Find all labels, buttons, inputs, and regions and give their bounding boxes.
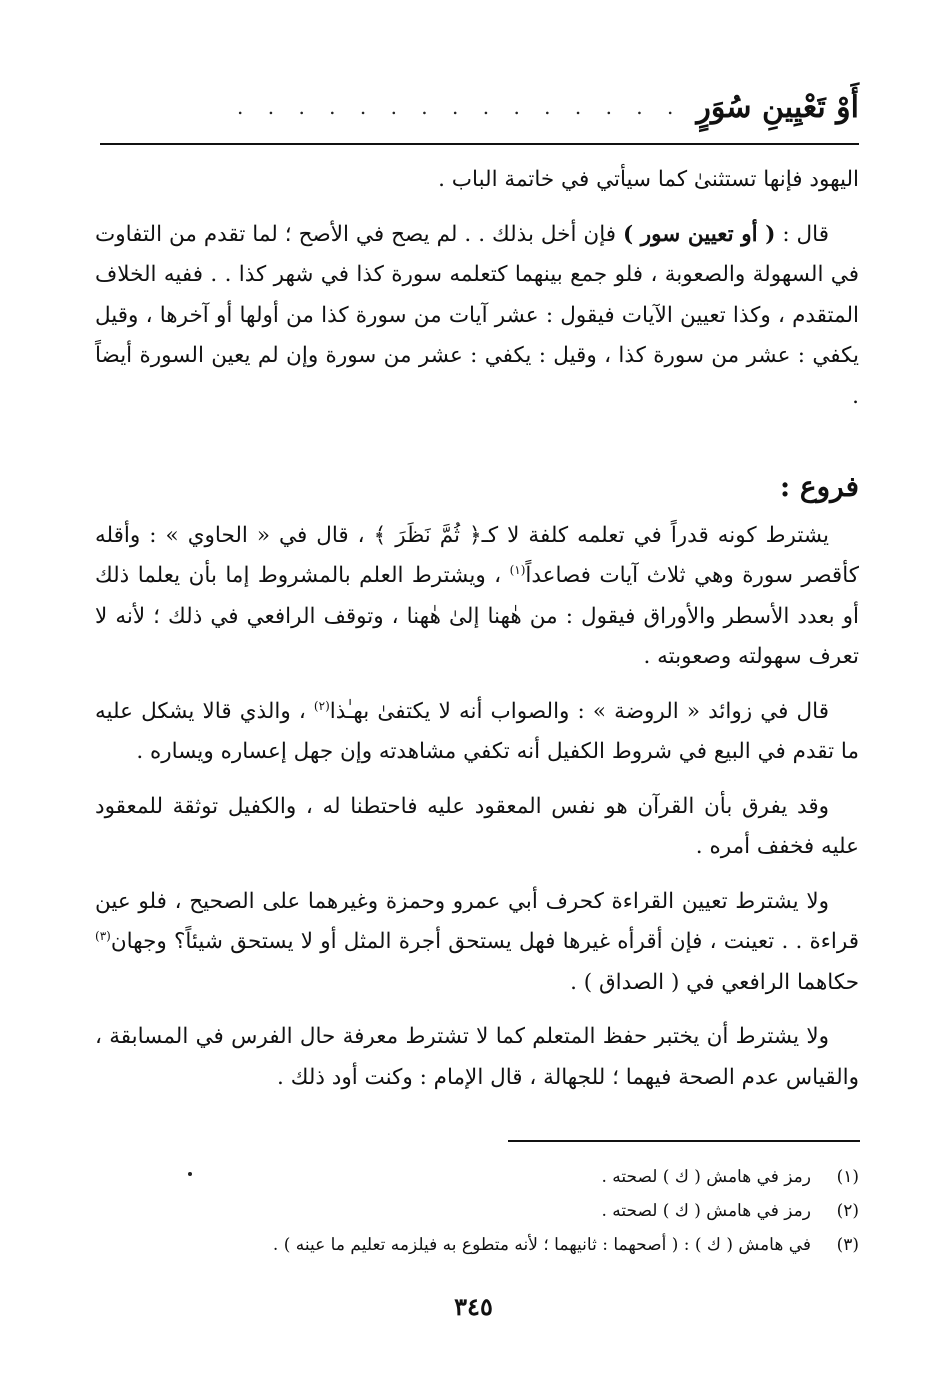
paragraph-6-text-a: ولا يشترط تعيين القراءة كحرف أبي عمرو وحمزة وغيرهما على الصحيح ، فلو عين قراءة . . تعينت ، فإن أقرأه غيرها فهل يستحق أجرة المثل أو لا يستحق شيئاً؟ وجهان (95, 888, 859, 954)
paragraph-2-quote: ( أو تعيين سور ) (623, 221, 776, 247)
main-text (95, 160, 859, 1098)
paragraph-5-text: وقد يفرق بأن القرآن هو نفس المعقود عليه فاحتطنا له ، والكفيل توثقة للمعقود عليه فخفف أمره . (95, 793, 859, 859)
footnote-ref-1[interactable]: (١) (509, 562, 526, 577)
paragraph-7-text: ولا يشترط أن يختبر حفظ المتعلم كما لا تشترط معرفة حال الفرس في المسابقة ، والقياس عدم الصحة فيهما ؛ للجهالة ، قال الإمام : وكنت أود ذلك . (95, 1024, 859, 1090)
paragraph-2-rest: فإن أخل بذلك . . لم يصح في الأصح ؛ لما تقدم من التفاوت في السهولة والصعوبة ، فلو جمع بينهما كتعلمه سورة كذا في شهر كذا . . ففيه الخلاف المتقدم ، وكذا تعيين الآيات فيقول : عشر آيات من سورة كذا من أولها أو آخرها ، وقيل يكفي : عشر من سورة كذا ، وقيل : يكفي : عشر من سورة وإن لم يعين السورة أيضاً . (95, 221, 859, 409)
paragraph-4-text-a: قال في زوائد « الروضة » : والصواب أنه لا يكتفىٰ بهـٰذا (329, 698, 829, 724)
page-number: ٣٤٥ (454, 1292, 493, 1321)
footnote-rule (508, 1140, 860, 1142)
paragraph-1 (95, 160, 859, 201)
paragraph-7 (95, 1017, 859, 1098)
footnote-number: (٣) (836, 1235, 859, 1255)
header-title: أَوْ تَعْيِينِ سُوَرٍ (696, 89, 859, 125)
paragraph-2-lead: قال : (775, 221, 829, 247)
paragraph-3-text-a: يشترط كونه قدراً في تعلمه كلفة لا كـ﴿ ثُمَّ نَظَرَ ﴾ ، قال في « الحاوي » : وأقله كأقصر سورة وهي ثلاث آيات فصاعداً (95, 522, 859, 588)
paragraph-3-text-b: ، ويشترط العلم بالمشروط إما بأن يعلما ذلك أو بعدد الأسطر والأوراق فيقول : من هٰهنا إلىٰ هٰهنا ، وتوقف الرافعي في ذلك ؛ لأنه لا تعرف سهولته وصعوبته . (95, 563, 859, 669)
footnote-2 (150, 1194, 859, 1228)
footnotes (150, 1160, 859, 1262)
footnote-ref-2[interactable]: (٢) (313, 698, 330, 713)
footnote-1 (150, 1160, 859, 1194)
paragraph-6-text-b: حكاهما الرافعي في ( الصداق ) . (570, 969, 859, 995)
paragraph-3 (95, 516, 859, 678)
paragraph-5 (95, 787, 859, 868)
header-rule (100, 143, 859, 145)
footnote-3 (150, 1228, 859, 1262)
footnote-text: رمز في هامش ( ك ) لصحته . (601, 1201, 811, 1221)
paragraph-1-text: اليهود فإنها تستثنىٰ كما سيأتي في خاتمة الباب . (438, 167, 859, 192)
paragraph-2 (95, 215, 859, 418)
section-heading: فروع : (779, 470, 859, 503)
footnote-number: (٢) (836, 1201, 859, 1221)
header-dots: . . . . . . . . . . . . . . . (237, 95, 683, 119)
running-header (100, 78, 859, 136)
paragraph-4-text-b: ، والذي قالا يشكل عليه ما تقدم في البيع في شروط الكفيل أنه تكفي مشاهدته وإن جهل إعساره ويساره . (95, 698, 859, 764)
footnote-ref-3[interactable]: (٣) (95, 928, 111, 943)
footnote-number: (١) (836, 1167, 859, 1187)
paragraph-4 (95, 692, 859, 773)
footnote-text: رمز في هامش ( ك ) لصحته . (601, 1167, 811, 1187)
footnote-text: في هامش ( ك ) : ( أصحهما : ثانيهما ؛ لأنه متطوع به فيلزمه تعليم ما عينه ) . (272, 1235, 811, 1255)
paragraph-6 (95, 882, 859, 1004)
